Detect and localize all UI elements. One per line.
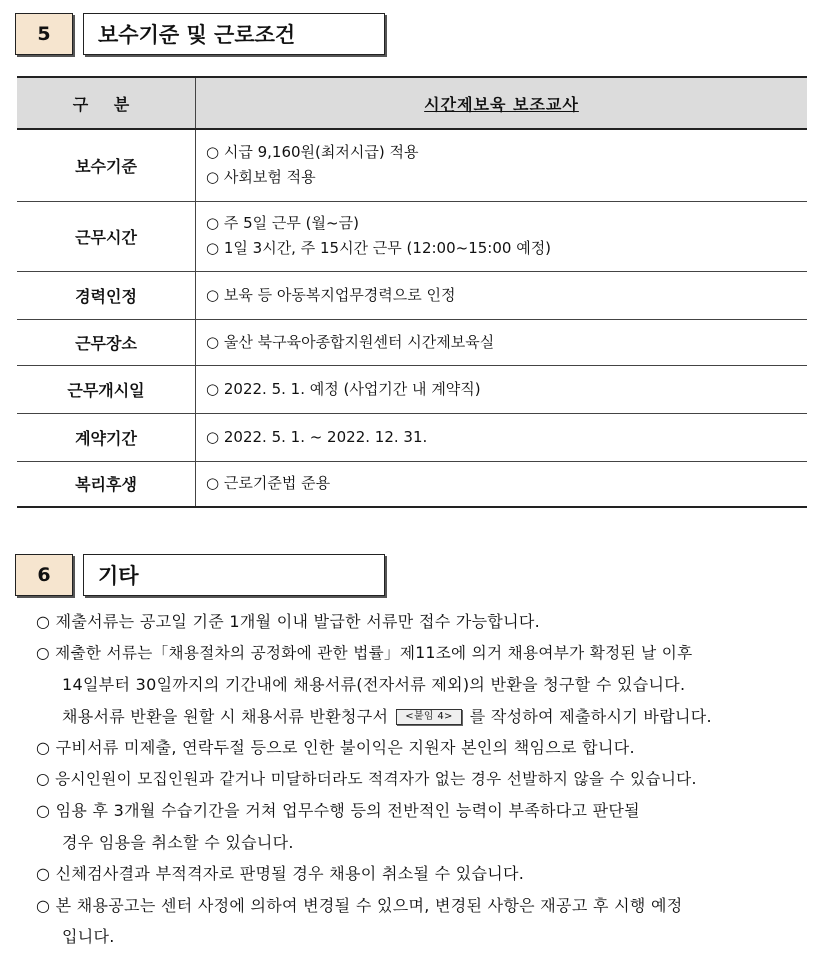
section-number: 5 [15,13,73,55]
row-label: 보수기준 [17,129,196,201]
row-label: 계약기간 [17,413,196,461]
table-row [17,129,807,201]
list-item-continuation: 입니다. [62,927,115,946]
attachment-tag: <붙임 4> [396,709,461,725]
row-value: ○ 2022. 5. 1. 예정 (사업기간 내 계약직) [196,365,808,413]
list-item: ○ 본 채용공고는 센터 사정에 의하여 변경될 수 있으며, 변경된 사항은 재공고 후 시행 예정 [36,895,683,915]
list-item: ○ 제출서류는 공고일 기준 1개월 이내 발급한 서류만 접수 가능합니다. [36,612,541,631]
list-item: ○ 응시인원이 모집인원과 같거나 미달하더라도 적격자가 없는 경우 선발하지 않을 수 있습니다. [36,769,697,788]
row-value: ○ 2022. 5. 1. ~ 2022. 12. 31. [196,413,808,461]
section-number: 6 [15,554,73,596]
table-row [17,271,807,319]
section-title: 보수기준 및 근로조건 [83,13,385,55]
section-6-header [15,554,385,598]
row-value: ○ 주 5일 근무 (월~금) ○ 1일 3시간, 주 15시간 근무 (12:00~15:00 예정) [196,201,808,271]
table-row [17,365,807,413]
list-item: ○ 임용 후 3개월 수습기간을 거쳐 업무수행 등의 전반적인 능력이 부족하다고 판단될 [36,801,640,820]
row-label: 근무개시일 [17,365,196,413]
row-value: ○ 근로기준법 준용 [196,461,808,507]
section-5-header [15,13,385,57]
list-item: ○ 구비서류 미제출, 연락두절 등으로 인한 불이익은 지원자 본인의 책임으로 합니다. [36,738,635,757]
conditions-table [17,76,807,508]
section-title: 기타 [83,554,385,596]
column-header-category: 구 분 [17,77,196,129]
column-header-position: 시간제보육 보조교사 [196,77,808,129]
list-item-continuation: 경우 임용을 취소할 수 있습니다. [62,832,294,852]
table-row [17,201,807,271]
notes-list [36,606,816,953]
row-value: ○ 보육 등 아동복지업무경력으로 인정 [196,271,808,319]
table-row [17,461,807,507]
table-row [17,319,807,365]
row-label: 복리후생 [17,461,196,507]
table-header-row [17,77,807,129]
list-item: ○ 신체검사결과 부적격자로 판명될 경우 채용이 취소될 수 있습니다. [36,864,525,883]
list-item-continuation: 14일부터 30일까지의 기간내에 채용서류(전자서류 제외)의 반환을 청구할 수 있습니다. [62,675,686,694]
row-label: 근무시간 [17,201,196,271]
row-value: ○ 시급 9,160원(최저시급) 적용 ○ 사회보험 적용 [196,129,808,201]
row-value: ○ 울산 북구육아종합지원센터 시간제보육실 [196,319,808,365]
table-row [17,413,807,461]
row-label: 경력인정 [17,271,196,319]
list-item-continuation: 채용서류 반환을 원할 시 채용서류 반환청구서 <붙임 4> 를 작성하여 제출하시기 바랍니다. [62,706,712,726]
row-label: 근무장소 [17,319,196,365]
list-item: ○ 제출한 서류는「채용절차의 공정화에 관한 법률」제11조에 의거 채용여부가 확정된 날 이후 [36,643,693,662]
